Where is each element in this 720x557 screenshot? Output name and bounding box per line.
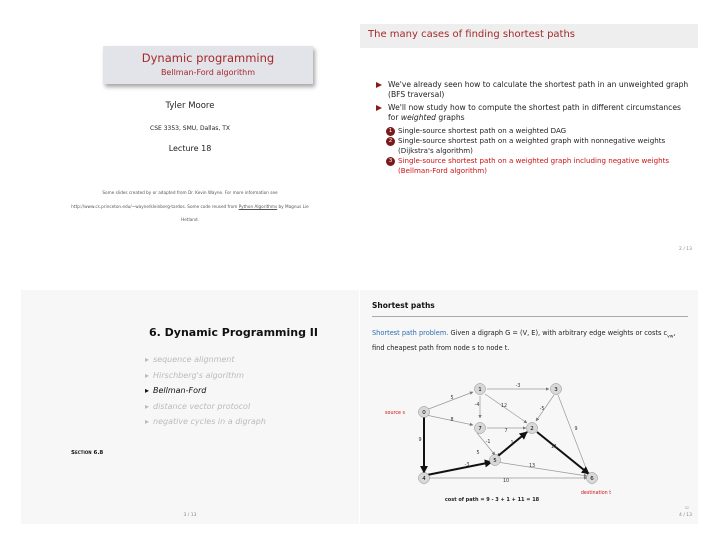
edge-weight: 12 [500,404,508,409]
bullet-triangle-icon [376,82,382,88]
sub-item-highlighted: 3 Single-source shortest path on a weighted graph including negative weights (Bellman-Ford algorithm) [372,156,690,175]
edge-weight: -3 [515,384,521,389]
page-number: 4 / 13 [679,513,692,518]
path-edge [427,462,492,475]
slide-shortest-paths [360,290,698,524]
edge-weight: 5 [450,396,454,401]
author: Tyler Moore [165,101,215,111]
edge-weight: 13 [528,464,536,469]
path-cost-label: cost of path = 9 - 3 + 1 + 11 = 18 [444,497,540,503]
destination-label: destination t [580,491,612,496]
edge-weight: 9 [418,438,422,443]
presentation-subtitle: Bellman-Ford algorithm [160,68,256,77]
graph-node [475,423,486,434]
edge [497,462,587,476]
institution: CSE 3353, SMU, Dallas, TX [150,125,230,132]
svg-text:7: 7 [478,426,482,432]
source-label: source s [385,411,405,416]
credit-line-3: Hetland. [181,217,199,222]
problem-label: Shortest path problem. [372,329,449,337]
edge-weight: 8 [450,418,454,423]
edge [558,395,589,476]
page-number: 3 / 13 [183,513,197,518]
section-label: Section 6.8 [71,450,104,456]
graph-node [527,423,538,434]
graph-node [490,455,501,466]
graph-diagram [360,290,698,524]
edge [426,392,473,410]
edge-weight: 10 [502,479,510,484]
svg-text:3: 3 [554,387,558,393]
edge-weight: -5 [539,407,545,412]
slide-title-bar [360,24,698,48]
lecture-number: Lecture 18 [168,144,212,153]
topic-list [145,352,266,430]
number-badge: 2 [386,137,395,146]
credit-line-1: Some slides created by or adapted from Dr. Kevin Wayne. For more information see [102,190,278,195]
presentation-title: Dynamic programming [141,51,275,65]
svg-text:4: 4 [422,476,426,482]
edge-weight: 7 [504,429,508,434]
bullet-triangle-icon [376,105,382,111]
edge-weight: -4 [474,403,480,408]
graph-node [475,384,486,395]
credit-by: by Magnus Lie [278,204,309,209]
graph-node [587,473,598,484]
credit-book: Python Algorithms [238,204,278,209]
bullet-list [372,80,690,177]
graph-node [419,473,430,484]
topic-item-active: ▸ Bellman-Ford [145,383,266,399]
svg-text:0: 0 [422,410,426,416]
slide-title [21,24,359,258]
graph-node [419,407,430,418]
sub-item: 1 Single-source shortest path on a weighted DAG [372,126,690,136]
credit-line-2 [21,204,359,209]
edge-weight: -3 [464,463,470,468]
edge-weight: 1 [510,441,514,446]
edge-weight: 11 [550,445,558,450]
problem-statement: Shortest path problem. Given a digraph G = (V, E), with arbitrary edge weights or costs $c_{vw}$, find cheapest path from node s to node t. [372,329,676,352]
svg-text:2: 2 [530,426,534,432]
title-box [103,46,313,84]
slide-heading: The many cases of finding shortest paths [368,29,576,40]
graph-node [551,384,562,395]
topic-item: ▸ sequence alignment [145,352,266,368]
footer-number: 32 [684,506,689,510]
slide-heading: Shortest paths [372,301,435,310]
number-badge: 3 [386,157,395,166]
slide-section-intro [21,290,359,524]
bullet-item: We've already seen how to calculate the shortest path in an unweighted graph (BFS traversal) [372,80,690,101]
slide-shortest-path-cases [360,24,698,258]
svg-text:5: 5 [493,458,497,464]
svg-text:1: 1 [478,387,482,393]
edge-weight: -1 [485,440,491,445]
sub-item: 2 Single-source shortest path on a weighted graph with nonnegative weights (Dijkstra's algorithm) [372,136,690,155]
path-edge [537,432,589,474]
bullet-item: We'll now study how to compute the shortest path in different circumstances for weighted graphs [372,103,690,124]
chapter-heading: 6. Dynamic Programming II [149,326,318,339]
topic-item: ▸ Hirschberg's algorithm [145,368,266,384]
edge-weight: 9 [574,427,578,432]
topic-item: ▸ distance vector protocol [145,399,266,415]
credit-url[interactable]: http://www.cs.princeton.edu/~wayne/kleinberg-tardos [71,204,185,209]
svg-text:6: 6 [590,476,594,482]
topic-item: ▸ negative cycles in a digraph [145,414,266,430]
page-number: 2 / 13 [679,247,692,252]
edge-weight: 5 [476,451,480,456]
credit-mid: . Some code reused from [184,204,238,209]
number-badge: 1 [386,127,395,136]
